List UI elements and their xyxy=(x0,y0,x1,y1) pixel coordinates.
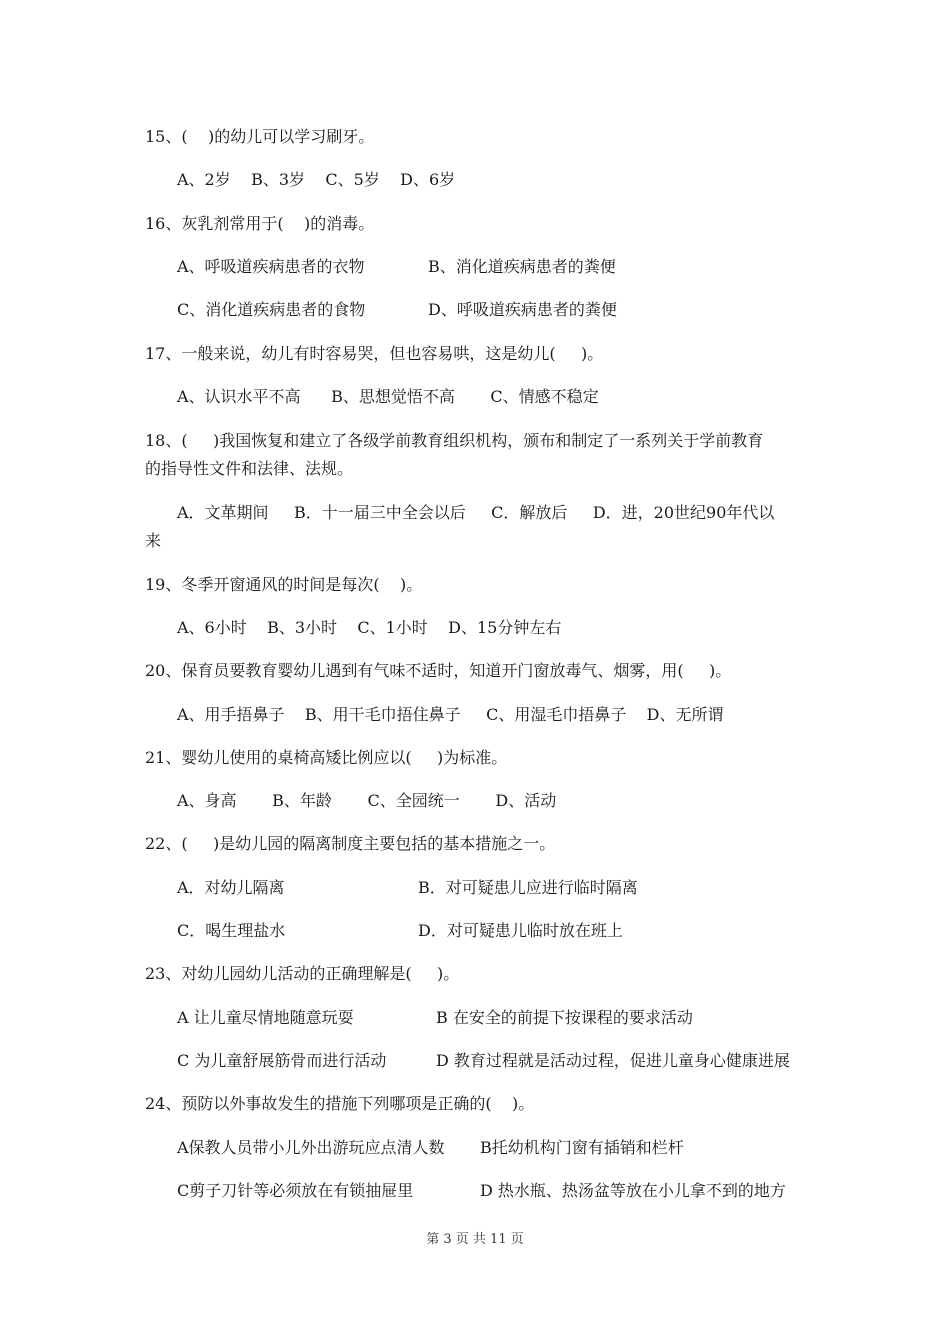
question-20: 20、保育员要教育婴幼儿遇到有气味不适时，知道开门窗放毒气、烟雾，用( )。 xyxy=(145,661,732,680)
question-15: 15、( )的幼儿可以学习刷牙。 xyxy=(145,127,375,146)
question-21-options: A、身高 B、年龄 C、全园统一 D、活动 xyxy=(177,791,557,810)
question-18-options-wrap: 来 xyxy=(145,531,162,550)
question-19-options: A、6小时 B、3小时 C、1小时 D、15分钟左右 xyxy=(177,618,562,637)
question-17-options: A、认识水平不高 B、思想觉悟不高 C、情感不稳定 xyxy=(177,387,599,406)
question-24-option-d: D 热水瓶、热汤盆等放在小儿拿不到的地方 xyxy=(480,1181,786,1200)
question-18: 18、( )我国恢复和建立了各级学前教育组织机构，颁布和制定了一系列关于学前教育 xyxy=(145,431,764,450)
question-15-options: A、2岁 B、3岁 C、5岁 D、6岁 xyxy=(177,170,456,189)
question-16-option-c: C、消化道疾病患者的食物 xyxy=(177,300,366,319)
question-22-option-d: D．对可疑患儿临时放在班上 xyxy=(418,921,623,940)
question-19: 19、冬季开窗通风的时间是每次( )。 xyxy=(145,575,423,594)
question-16: 16、灰乳剂常用于( )的消毒。 xyxy=(145,214,375,233)
question-22: 22、( )是幼儿园的隔离制度主要包括的基本措施之一。 xyxy=(145,834,556,853)
question-24-option-b: B托幼机构门窗有插销和栏杆 xyxy=(480,1138,684,1157)
question-23-option-c: C 为儿童舒展筋骨而进行活动 xyxy=(177,1051,387,1070)
question-21: 21、婴幼儿使用的桌椅高矮比例应以( )为标准。 xyxy=(145,748,508,767)
page-footer: 第 3 页 共 11 页 xyxy=(426,1232,524,1247)
question-20-options: A、用手捂鼻子 B、用干毛巾捂住鼻子 C、用湿毛巾捂鼻子 D、无所谓 xyxy=(177,705,724,724)
question-22-option-c: C．喝生理盐水 xyxy=(177,921,286,940)
question-16-option-a: A、呼吸道疾病患者的衣物 xyxy=(177,257,365,276)
question-22-option-a: A．对幼儿隔离 xyxy=(177,878,285,897)
question-24: 24、预防以外事故发生的措施下列哪项是正确的( )。 xyxy=(145,1094,535,1113)
question-17: 17、一般来说，幼儿有时容易哭，但也容易哄，这是幼儿( )。 xyxy=(145,344,604,363)
question-23-option-b: B 在安全的前提下按课程的要求活动 xyxy=(436,1008,693,1027)
question-22-option-b: B．对可疑患儿应进行临时隔离 xyxy=(418,878,638,897)
question-18-continuation: 的指导性文件和法律、法规。 xyxy=(145,459,354,478)
question-16-option-b: B、消化道疾病患者的粪便 xyxy=(428,257,616,276)
question-16-option-d: D、呼吸道疾病患者的粪便 xyxy=(428,300,617,319)
question-24-option-c: C剪子刀针等必须放在有锁抽屉里 xyxy=(177,1181,414,1200)
question-23-option-a: A 让儿童尽情地随意玩耍 xyxy=(177,1008,354,1027)
question-23: 23、对幼儿园幼儿活动的正确理解是( )。 xyxy=(145,964,460,983)
question-18-options: A．文革期间 B．十一届三中全会以后 C．解放后 D．进，20世纪90年代以 xyxy=(177,503,775,522)
question-23-option-d: D 教育过程就是活动过程，促进儿童身心健康进展 xyxy=(436,1051,790,1070)
question-24-option-a: A保教人员带小儿外出游玩应点清人数 xyxy=(177,1138,445,1157)
